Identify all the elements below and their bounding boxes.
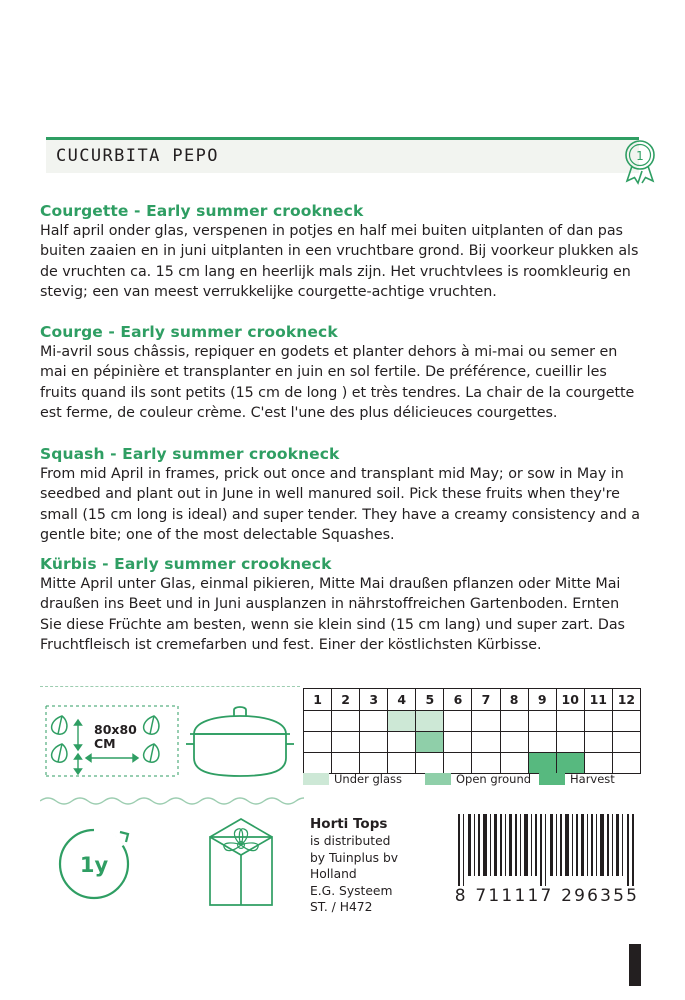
calendar-month-cell: 1 bbox=[304, 689, 332, 711]
svg-text:80x80: 80x80 bbox=[94, 722, 137, 737]
cooking-pan-icon bbox=[180, 700, 300, 782]
legend-item-harvest bbox=[539, 772, 615, 786]
calendar-month-cell: 6 bbox=[444, 689, 472, 711]
legend-label: Open ground bbox=[456, 772, 532, 786]
calendar-cell bbox=[556, 732, 584, 753]
distributor-line1: is distributed bbox=[310, 834, 391, 849]
calendar-table bbox=[303, 688, 641, 774]
calendar-cell bbox=[416, 753, 444, 774]
calendar-cell bbox=[360, 711, 388, 732]
block-heading-en: Squash - Early summer crookneck bbox=[40, 445, 340, 463]
calendar-row-harvest bbox=[304, 753, 641, 774]
legend-item-under-glass bbox=[303, 772, 402, 786]
calendar-cell bbox=[528, 753, 556, 774]
calendar-cell bbox=[472, 732, 500, 753]
calendar-cell bbox=[612, 732, 640, 753]
block-body-fr: Mi-avril sous châssis, repiquer en godets et planter dehors à mi-mai ou semer en mai en pépinière et transplanter en juin en sol fertile. De préférence, cueillir les fruits quand ils sont petits (15 cm de long ) et très tendres. La chair de la courgette est ferme, de couleur crème. C'est l'une des plus délicieuces courgettes. bbox=[40, 344, 635, 422]
calendar-month-cell: 8 bbox=[500, 689, 528, 711]
block-heading-fr: Courge - Early summer crookneck bbox=[40, 323, 338, 341]
calendar-month-cell: 7 bbox=[472, 689, 500, 711]
calendar-cell bbox=[528, 711, 556, 732]
calendar-cell bbox=[472, 711, 500, 732]
calendar-cell bbox=[444, 753, 472, 774]
calendar-cell bbox=[304, 711, 332, 732]
calendar-cell bbox=[332, 711, 360, 732]
barcode-number: 8 711117 296355 bbox=[454, 886, 640, 906]
page-title: CUCURBITA PEPO bbox=[56, 146, 219, 166]
block-body-nl: Half april onder glas, verspenen in potjes en half mei buiten uitplanten of dan pas buiten zaaien en in juni uitplanten in een vruchtbare grond. Bij voorkeur plukken als de vruchten ca. 15 cm lang en heerlijk mals zijn. Het vruchtvlees is roomkleurig en stevig; een van meest verrukkelijke courgette-achtige vruchten. bbox=[40, 223, 639, 301]
shelf-life-icon bbox=[48, 818, 140, 910]
calendar-cell bbox=[360, 732, 388, 753]
calendar-cell bbox=[444, 711, 472, 732]
calendar-month-cell: 12 bbox=[612, 689, 640, 711]
block-body-en: From mid April in frames, prick out once and transplant mid May; or sow in May in seedbed and plant out in June in well manured soil. Pick these fruits when they're small (15 cm long is ideal) and super tender. They have a creamy consistency and a gentle bite; one of the most delectable Squashes. bbox=[40, 466, 640, 544]
calendar-month-cell: 11 bbox=[584, 689, 612, 711]
calendar-row-under-glass bbox=[304, 711, 641, 732]
calendar-month-cell: 3 bbox=[360, 689, 388, 711]
distributor-line3: Holland bbox=[310, 867, 357, 882]
sowing-calendar bbox=[303, 688, 641, 774]
calendar-cell bbox=[360, 753, 388, 774]
legend-swatch-open-ground bbox=[425, 773, 451, 785]
calendar-cell bbox=[388, 753, 416, 774]
calendar-cell bbox=[332, 732, 360, 753]
plant-spacing-icon bbox=[42, 700, 182, 782]
calendar-cell bbox=[612, 753, 640, 774]
calendar-cell bbox=[584, 711, 612, 732]
legend-swatch-harvest bbox=[539, 773, 565, 785]
calendar-cell bbox=[556, 753, 584, 774]
calendar-month-cell: 9 bbox=[528, 689, 556, 711]
description-block-nl bbox=[40, 202, 640, 303]
distributor-info bbox=[310, 816, 440, 915]
calendar-cell bbox=[612, 711, 640, 732]
corner-registration-mark bbox=[629, 944, 641, 986]
header bbox=[46, 137, 644, 175]
calendar-header-row bbox=[304, 689, 641, 711]
description-block-fr bbox=[40, 323, 640, 424]
seed-packet-icon bbox=[186, 815, 296, 913]
divider-wavy bbox=[40, 792, 304, 804]
svg-text:1: 1 bbox=[636, 149, 644, 163]
calendar-cell bbox=[584, 732, 612, 753]
legend-label: Under glass bbox=[334, 772, 402, 786]
rosette-badge-icon bbox=[612, 133, 668, 189]
calendar-cell bbox=[388, 711, 416, 732]
calendar-month-cell: 5 bbox=[416, 689, 444, 711]
block-heading-nl: Courgette - Early summer crookneck bbox=[40, 202, 364, 220]
description-block-de bbox=[40, 555, 640, 656]
legend-label: Harvest bbox=[570, 772, 615, 786]
distributor-line5: ST. / H472 bbox=[310, 900, 373, 915]
block-heading-de: Kürbis - Early summer crookneck bbox=[40, 555, 332, 573]
distributor-line2: by Tuinplus bv bbox=[310, 850, 399, 865]
calendar-month-cell: 4 bbox=[388, 689, 416, 711]
calendar-cell bbox=[444, 732, 472, 753]
barcode-bars bbox=[452, 814, 642, 886]
description-block-en bbox=[40, 445, 640, 546]
calendar-row-open-ground bbox=[304, 732, 641, 753]
calendar-cell bbox=[500, 753, 528, 774]
calendar-cell bbox=[500, 732, 528, 753]
distributor-line4: E.G. Systeem bbox=[310, 883, 393, 898]
block-body-de: Mitte April unter Glas, einmal pikieren, Mitte Mai draußen pflanzen oder Mitte Mai draußen ins Beet und in Juni ausplanzen in nährstoffreichen Gartenboden. Ernten Sie diese Früchte am besten, wenn sie klein sind (15 cm lang) und super zart. Das Fruchtfleisch ist cremefarben und fest. Einer der köstlichsten Kürbisse. bbox=[40, 576, 625, 654]
calendar-cell bbox=[388, 732, 416, 753]
svg-text:CM: CM bbox=[94, 736, 116, 751]
calendar-cell bbox=[416, 732, 444, 753]
calendar-cell bbox=[332, 753, 360, 774]
calendar-cell bbox=[416, 711, 444, 732]
calendar-legend bbox=[303, 772, 643, 788]
calendar-month-cell: 10 bbox=[556, 689, 584, 711]
calendar-month-cell: 2 bbox=[332, 689, 360, 711]
calendar-cell bbox=[472, 753, 500, 774]
legend-swatch-under-glass bbox=[303, 773, 329, 785]
distributor-name: Horti Tops bbox=[310, 816, 388, 832]
calendar-cell bbox=[556, 711, 584, 732]
legend-item-open-ground bbox=[425, 772, 531, 786]
divider-dashed bbox=[40, 686, 300, 687]
barcode bbox=[452, 814, 642, 914]
svg-text:1y: 1y bbox=[79, 853, 109, 877]
calendar-cell bbox=[304, 753, 332, 774]
calendar-cell bbox=[584, 753, 612, 774]
calendar-cell bbox=[304, 732, 332, 753]
calendar-cell bbox=[500, 711, 528, 732]
calendar-cell bbox=[528, 732, 556, 753]
